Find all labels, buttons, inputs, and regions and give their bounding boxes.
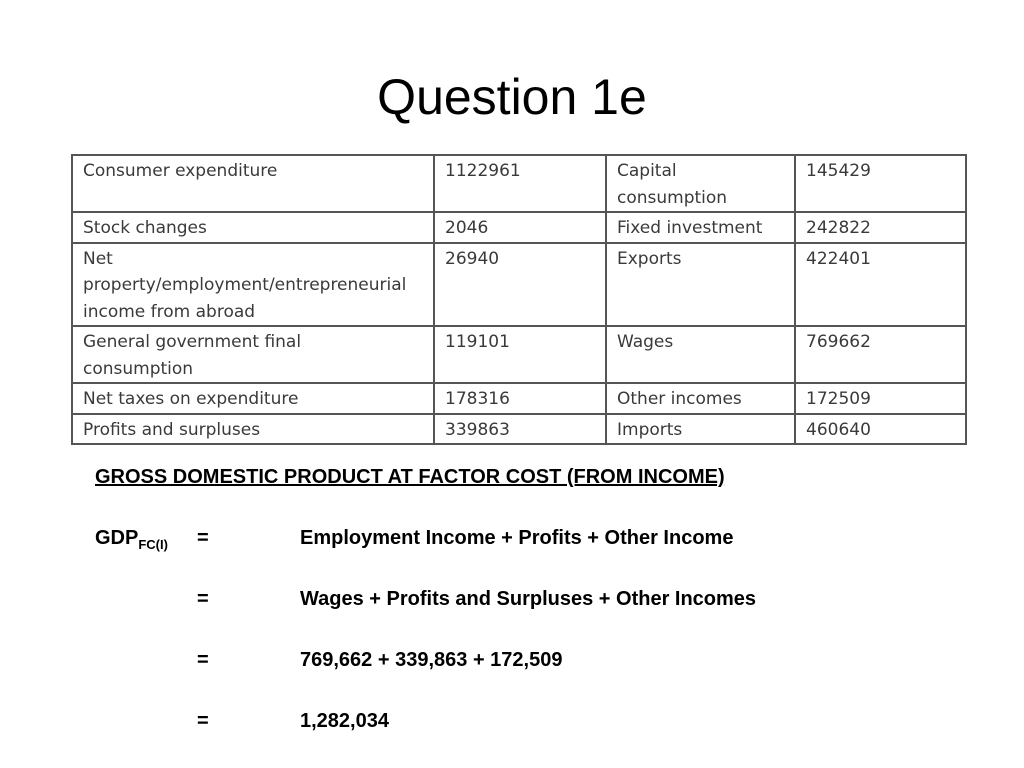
derivation-step	[95, 584, 955, 614]
table-label-cell: Net taxes on expenditure	[72, 383, 434, 414]
table-label-cell: General government final consumption	[72, 326, 434, 383]
equals-sign: =	[197, 710, 209, 732]
table-label-cell: Other incomes	[606, 383, 795, 414]
gdp-symbol-subscript: FC(I)	[138, 537, 168, 552]
table-row	[72, 212, 966, 243]
table-value-cell: 339863	[434, 414, 606, 445]
gdp-symbol	[95, 523, 168, 560]
slide-title: Question 1e	[377, 69, 647, 125]
table-value-cell: 119101	[434, 326, 606, 383]
table-label-cell: Consumer expenditure	[72, 155, 434, 212]
table-label-cell: Fixed investment	[606, 212, 795, 243]
equals-sign: =	[197, 527, 209, 549]
table-value-cell: 145429	[795, 155, 966, 212]
table-label-cell: Net property/employment/entrepreneurial income from abroad	[72, 243, 434, 327]
equals-sign: =	[197, 588, 209, 610]
table-row	[72, 414, 966, 445]
step-expression: Employment Income + Profits + Other Income	[300, 527, 734, 549]
derivation-step	[95, 523, 955, 553]
table-label-cell: Stock changes	[72, 212, 434, 243]
table-value-cell: 769662	[795, 326, 966, 383]
table-label-cell: Exports	[606, 243, 795, 327]
gdp-symbol-base: GDP	[95, 527, 139, 549]
table-label-cell: Wages	[606, 326, 795, 383]
step-result: 1,282,034	[300, 710, 389, 732]
derivation-heading: GROSS DOMESTIC PRODUCT AT FACTOR COST (FROM INCOME)	[95, 466, 725, 488]
step-expression: 769,662 + 339,863 + 172,509	[300, 649, 563, 671]
table-row	[72, 326, 966, 383]
table-row	[72, 383, 966, 414]
table-value-cell: 460640	[795, 414, 966, 445]
table-value-cell: 178316	[434, 383, 606, 414]
table-value-cell: 2046	[434, 212, 606, 243]
table-row	[72, 155, 966, 212]
table-label-cell: Profits and surpluses	[72, 414, 434, 445]
table-label-cell: Capital consumption	[606, 155, 795, 212]
equals-sign: =	[197, 649, 209, 671]
table-label-cell: Imports	[606, 414, 795, 445]
table-value-cell: 422401	[795, 243, 966, 327]
table-row	[72, 243, 966, 327]
table-value-cell: 26940	[434, 243, 606, 327]
gdp-derivation	[95, 462, 955, 736]
data-table	[71, 154, 967, 445]
table-value-cell: 1122961	[434, 155, 606, 212]
table-value-cell: 172509	[795, 383, 966, 414]
step-expression: Wages + Profits and Surpluses + Other Incomes	[300, 588, 757, 610]
derivation-step	[95, 706, 955, 736]
derivation-step	[95, 645, 955, 675]
table-value-cell: 242822	[795, 212, 966, 243]
